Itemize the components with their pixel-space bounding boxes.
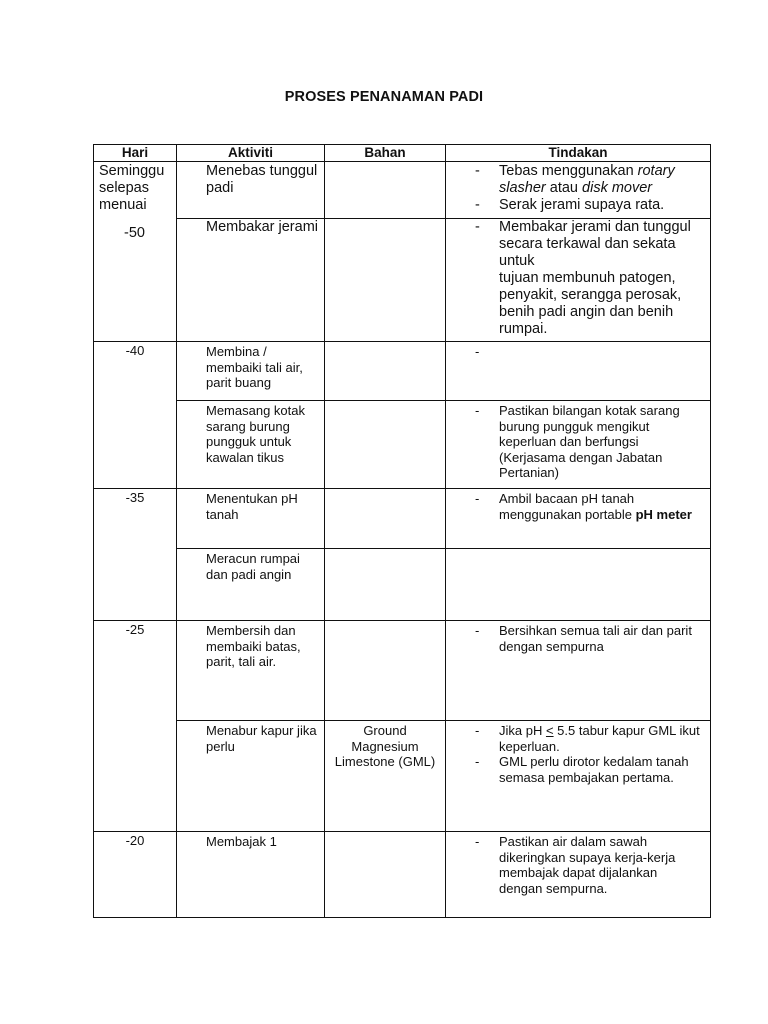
bahan-cell — [325, 489, 446, 549]
list-item: - Tebas menggunakan rotary slasher atau disk mover — [475, 163, 675, 196]
tindakan-cell: - — [446, 342, 711, 401]
bahan-cell — [325, 621, 446, 721]
header-hari: Hari — [94, 145, 177, 162]
hari-cell: -20 — [94, 832, 177, 918]
hari-cell: -40 — [94, 342, 177, 489]
process-table — [93, 144, 711, 918]
bahan-cell — [325, 832, 446, 918]
list-item: - Serak jerami supaya rata. — [475, 197, 665, 213]
aktiviti-cell: Menebas tunggul padi — [177, 162, 325, 219]
aktiviti-cell: Membersih dan membaiki batas, parit, tali air. — [177, 621, 325, 721]
table-row — [94, 401, 711, 489]
hari-cell — [94, 162, 177, 342]
bahan-cell — [325, 342, 446, 401]
aktiviti-cell: Meracun rumpai dan padi angin — [177, 549, 325, 621]
table-row — [94, 162, 711, 219]
tindakan-cell — [446, 489, 711, 549]
aktiviti-cell: Membajak 1 — [177, 832, 325, 918]
header-tindakan: Tindakan — [446, 145, 711, 162]
header-aktiviti: Aktiviti — [177, 145, 325, 162]
table-row — [94, 832, 711, 918]
hari-cell: -25 — [94, 621, 177, 832]
table-row — [94, 342, 711, 401]
list-item: - Membakar jerami dan tunggul secara terkawal dan sekata untuk tujuan membunuh patogen, penyakit, serangga perosak, benih padi angin dan benih rumpai. — [475, 219, 691, 337]
tindakan-cell — [446, 219, 711, 342]
document-title: PROSES PENANAMAN PADI — [284, 89, 484, 105]
list-item: - Bersihkan semua tali air dan parit dengan sempurna — [475, 623, 692, 654]
list-item: - Jika pH < 5.5 tabur kapur GML ikut keperluan. — [475, 723, 700, 754]
header-bahan: Bahan — [325, 145, 446, 162]
hari-text: Seminggu — [99, 163, 165, 179]
table-row — [94, 219, 711, 342]
aktiviti-cell: Menabur kapur jika perlu — [177, 721, 325, 832]
table-row — [94, 549, 711, 621]
tindakan-cell — [446, 721, 711, 832]
bahan-cell — [325, 549, 446, 621]
hari-cell: -35 — [94, 489, 177, 621]
list-item: - Ambil bacaan pH tanah menggunakan portable pH meter — [475, 491, 692, 522]
bahan-cell: Ground Magnesium Limestone (GML) — [325, 721, 446, 832]
bahan-cell — [325, 401, 446, 489]
bahan-cell — [325, 162, 446, 219]
bahan-cell — [325, 219, 446, 342]
tindakan-cell — [446, 621, 711, 721]
aktiviti-cell: Membina / membaiki tali air, parit buang — [177, 342, 325, 401]
table-row — [94, 489, 711, 549]
hari-text: menuai — [99, 197, 147, 213]
hari-text: -50 — [124, 225, 145, 241]
aktiviti-cell: Membakar jerami — [177, 219, 325, 342]
table-row — [94, 721, 711, 832]
table-row — [94, 621, 711, 721]
list-item: - GML perlu dirotor kedalam tanah semasa pembajakan pertama. — [475, 754, 689, 785]
hari-text: selepas — [99, 180, 149, 196]
tindakan-cell — [446, 549, 711, 621]
tindakan-cell — [446, 401, 711, 489]
aktiviti-cell: Memasang kotak sarang burung pungguk untuk kawalan tikus — [177, 401, 325, 489]
header-row — [94, 145, 711, 162]
list-item: - Pastikan air dalam sawah dikeringkan supaya kerja-kerja membajak dapat dijalankan dengan sempurna. — [475, 834, 676, 896]
list-item: - Pastikan bilangan kotak sarang burung pungguk mengikut keperluan dan berfungsi (Kerjasama dengan Jabatan Pertanian) — [475, 403, 680, 480]
tindakan-cell — [446, 162, 711, 219]
tindakan-cell — [446, 832, 711, 918]
aktiviti-cell: Menentukan pH tanah — [177, 489, 325, 549]
